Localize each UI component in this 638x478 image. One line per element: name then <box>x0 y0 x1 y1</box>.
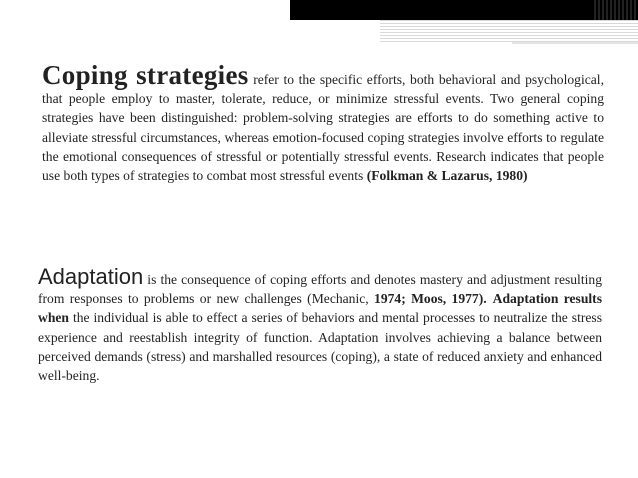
coping-strategies-heading: Coping strategies <box>42 60 249 90</box>
top-banner-texture <box>594 0 638 20</box>
adaptation-paragraph <box>38 266 602 385</box>
top-banner-thin-line <box>512 42 638 44</box>
coping-strategies-citation: (Folkman & Lazarus, 1980) <box>366 168 528 184</box>
top-banner-stripes <box>380 20 638 42</box>
coping-strategies-text: refer to the specific efforts, both behavioral and psychological, that people employ to master, tolerate, reduce, or minimize stressful events. Two general coping strategies have been distinguished: problem-solving strategies are efforts to do something active to alleviate stressful circumstances, whereas emotion-focused coping strategies involve efforts to regulate the emotional consequences of stressful or potentially stressful events. Research indicates that people use both types of strategies to combat most stressful events <box>42 72 604 184</box>
adaptation-citation: 1974; Moos, 1977). <box>374 291 487 307</box>
top-banner-bar <box>290 0 638 20</box>
adaptation-bold-phrase: Adaptation results when <box>38 291 602 326</box>
coping-strategies-paragraph <box>42 62 604 185</box>
adaptation-heading: Adaptation <box>38 264 144 289</box>
adaptation-text-2: the individual is able to effect a series of behaviors and mental processes to neutralize the stress experience and reestablish integrity of function. Adaptation involves achieving a balance between perceived demands (stress) and marshalled resources (coping), a state of reduced anxiety and enhanced well-being. <box>38 310 602 384</box>
adaptation-text-1: is the consequence of coping efforts and denotes mastery and adjustment resulting from responses to problems or new challenges (Mechanic, <box>38 272 602 307</box>
